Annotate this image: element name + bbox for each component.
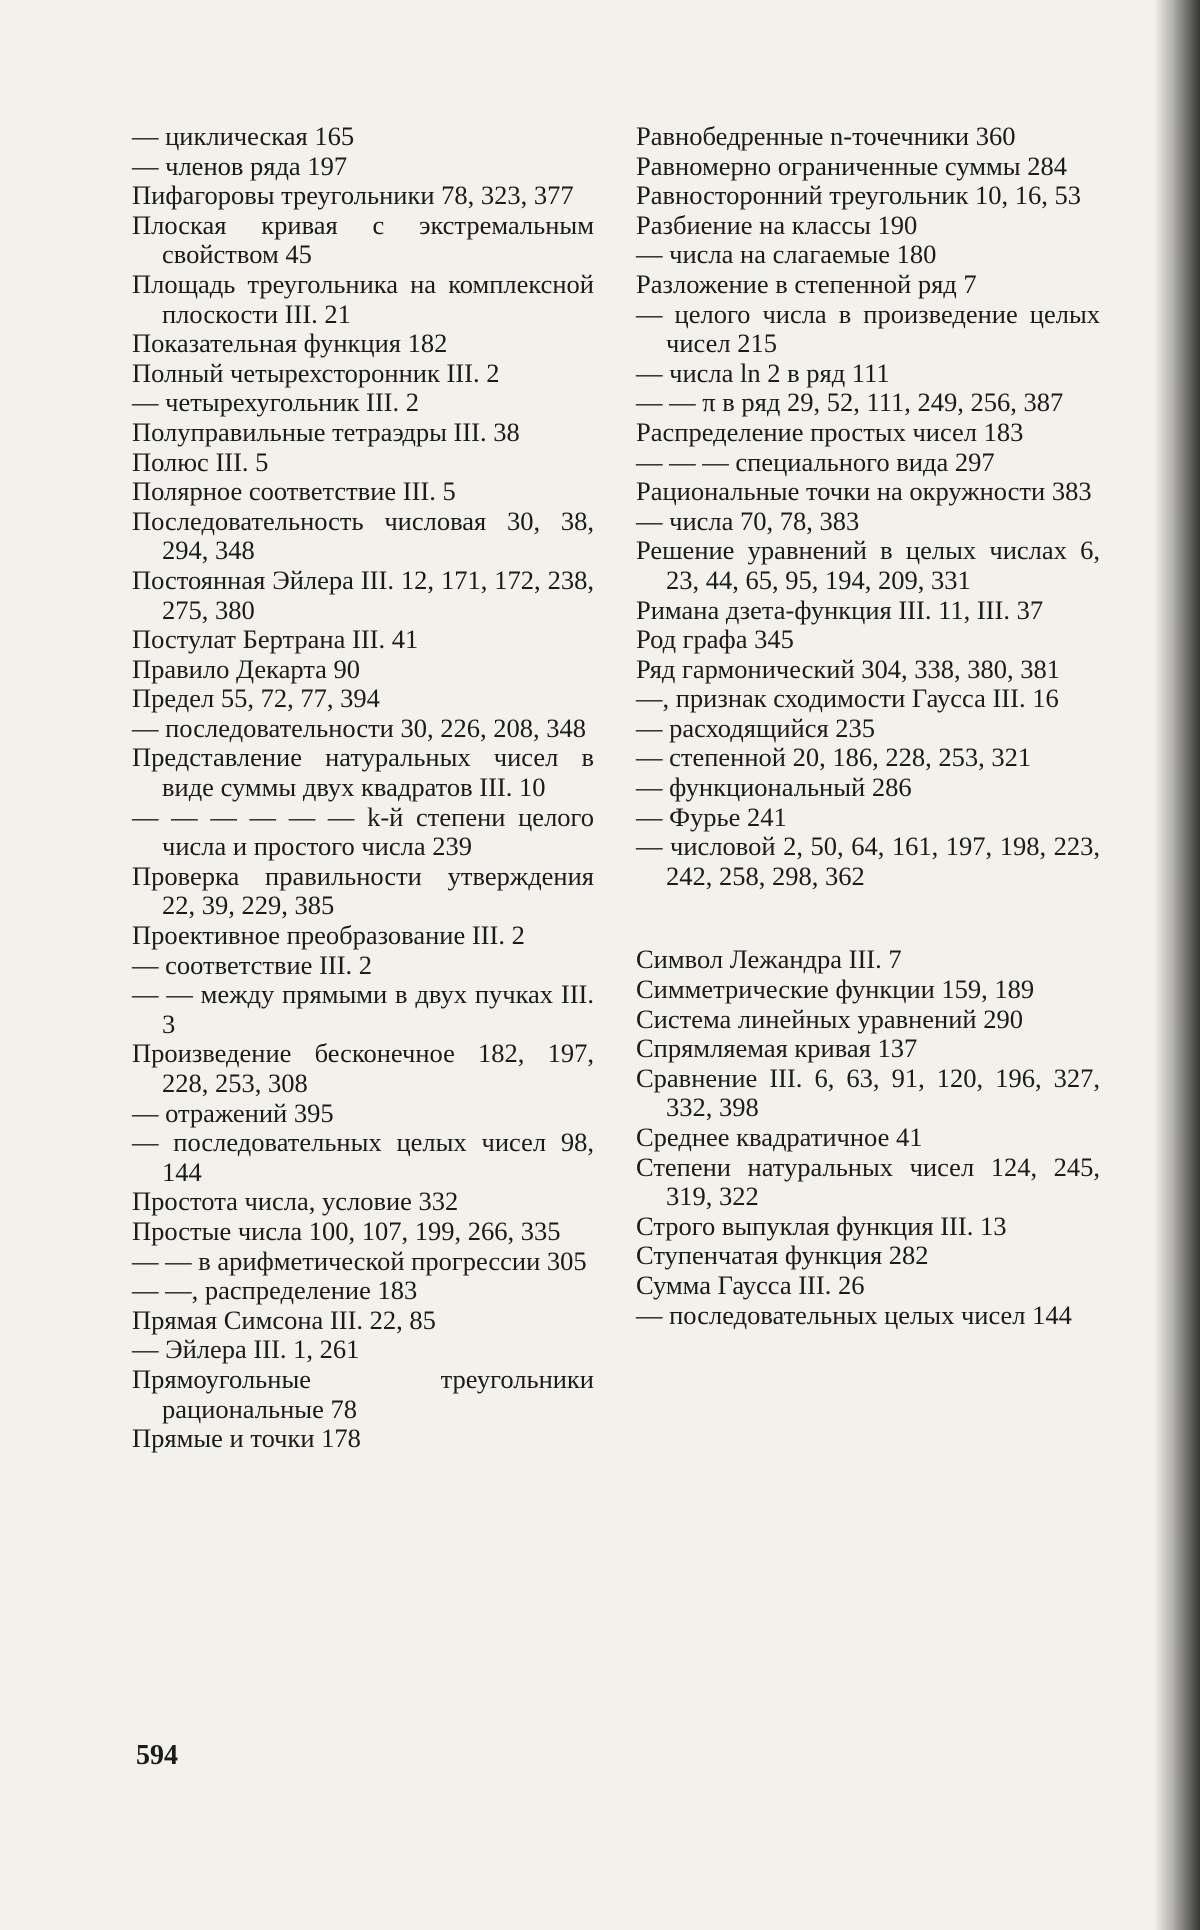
page-number: 594 xyxy=(136,1740,178,1771)
index-entry: Предел 55, 72, 77, 394 xyxy=(132,683,380,714)
index-entry: — четырехугольник III. 2 xyxy=(132,387,420,418)
index-entry: — — π в ряд 29, 52, 111, 249, 256, 387 xyxy=(636,387,1064,418)
index-entry: Равномерно ограниченные суммы 284 xyxy=(636,150,1067,181)
index-entry: Полный четырехсторонник III. 2 xyxy=(132,357,500,388)
index-entry: Рациональные точки на окружности 383 xyxy=(636,476,1092,507)
index-entry: Полярное соответствие III. 5 xyxy=(132,476,456,507)
index-entry: — — в арифметической прогрессии 305 xyxy=(132,1245,587,1276)
index-entry: — функциональный 286 xyxy=(636,772,912,803)
index-entry: Пифагоровы треугольники 78, 323, 377 xyxy=(132,180,574,211)
index-entry: Сравнение III. 6, 63, 91, 120, 196, 327, 332, 398 xyxy=(636,1062,1100,1123)
index-entry: Постулат Бертрана III. 41 xyxy=(132,624,419,655)
index-entry: Распределение простых чисел 183 xyxy=(636,416,1024,447)
index-entry: Правило Декарта 90 xyxy=(132,653,361,684)
index-entry: Представление натуральных чисел в виде суммы двух квадратов III. 10 xyxy=(132,742,594,803)
index-right-column xyxy=(636,122,1100,1330)
index-entry: Постоянная Эйлера III. 12, 171, 172, 238, 275, 380 xyxy=(132,564,594,625)
index-entry: Среднее квадратичное 41 xyxy=(636,1122,923,1152)
index-entry: Спрямляемая кривая 137 xyxy=(636,1033,918,1064)
index-entry: Символ Лежандра III. 7 xyxy=(636,944,902,975)
index-entry: Система линейных уравнений 290 xyxy=(636,1003,1023,1034)
index-entry: — членов ряда 197 xyxy=(132,150,348,181)
index-entry: Полюс III. 5 xyxy=(132,446,269,477)
index-entry: — числа 70, 78, 383 xyxy=(636,505,860,536)
index-entry: Простота числа, условие 332 xyxy=(132,1186,459,1217)
index-entry: — —, распределение 183 xyxy=(132,1275,418,1306)
index-entry: Ряд гармонический 304, 338, 380, 381 xyxy=(636,653,1061,684)
index-entry: Площадь треугольника на комплексной плоскости III. 21 xyxy=(132,268,594,329)
index-entry: Проективное преобразование III. 2 xyxy=(132,920,525,951)
index-entry: — степенной 20, 186, 228, 253, 321 xyxy=(636,742,1032,773)
index-entry: — циклическая 165 xyxy=(132,121,355,151)
index-entry: Решение уравнений в целых числах 6, 23, 44, 65, 95, 194, 209, 331 xyxy=(636,535,1100,595)
index-entry: Полуправильные тетраэдры III. 38 xyxy=(132,416,520,447)
index-entry: — целого числа в произведение целых чисел 215 xyxy=(636,298,1100,359)
index-entry: Ступенчатая функция 282 xyxy=(636,1240,929,1271)
index-entry: Строго выпуклая функция III. 13 xyxy=(636,1210,1007,1241)
index-entry: Последовательность числовая 30, 38, 294, 348 xyxy=(132,505,594,566)
index-entry: — отражений 395 xyxy=(132,1097,334,1128)
index-entry: Разбиение на классы 190 xyxy=(636,209,918,240)
section-gap xyxy=(636,891,1100,945)
index-entry: — — — — — — k-й степени целого числа и простого числа 239 xyxy=(132,801,594,862)
index-entry: Сумма Гаусса III. 26 xyxy=(636,1269,865,1300)
index-entry: — числовой 2, 50, 64, 161, 197, 198, 223, 242, 258, 298, 362 xyxy=(636,831,1100,891)
index-entry: — Эйлера III. 1, 261 xyxy=(132,1334,360,1365)
index-entry: Равносторонний треугольник 10, 16, 53 xyxy=(636,180,1081,211)
index-entry: Прямая Симсона III. 22, 85 xyxy=(132,1304,436,1335)
index-entry: Симметрические функции 159, 189 xyxy=(636,974,1035,1005)
index-entry: Степени натуральных чисел 124, 245, 319, 322 xyxy=(636,1151,1100,1212)
index-entry: Показательная функция 182 xyxy=(132,328,448,359)
page-edge-shadow xyxy=(1154,0,1200,1930)
index-entry: Прямые и точки 178 xyxy=(132,1423,361,1454)
index-entry: Разложение в степенной ряд 7 xyxy=(636,268,977,299)
index-entry: — соответствие III. 2 xyxy=(132,949,373,980)
index-left-column xyxy=(132,122,594,1454)
index-entry: Прямоугольные треугольники рациональные 78 xyxy=(132,1363,594,1424)
index-entry: — последовательности 30, 226, 208, 348 xyxy=(132,712,586,743)
index-entry: — последовательных целых чисел 144 xyxy=(636,1299,1072,1330)
index-entry: — расходящийся 235 xyxy=(636,712,876,743)
index-entry: — числа на слагаемые 180 xyxy=(636,239,937,270)
index-entry: Произведение бесконечное 182, 197, 228, 253, 308 xyxy=(132,1038,594,1098)
index-entry: —, признак сходимости Гаусса III. 16 xyxy=(636,683,1059,714)
index-entry: Плоская кривая с экстремальным свойством 45 xyxy=(132,209,594,270)
index-entry: Римана дзета-функция III. 11, III. 37 xyxy=(636,594,1044,625)
index-entry: Равнобедренные n-точечники 360 xyxy=(636,121,1016,151)
index-entry: — Фурье 241 xyxy=(636,801,787,832)
index-entry: Простые числа 100, 107, 199, 266, 335 xyxy=(132,1215,561,1246)
index-entry: Род графа 345 xyxy=(636,624,794,655)
index-entry: — последовательных целых чисел 98, 144 xyxy=(132,1127,594,1187)
index-entry: — — — специального вида 297 xyxy=(636,446,995,477)
index-entry: — числа ln 2 в ряд 111 xyxy=(636,357,890,388)
index-entry: — — между прямыми в двух пучках III. 3 xyxy=(132,979,594,1039)
index-entry: Проверка правильности утверждения 22, 39, 229, 385 xyxy=(132,860,594,921)
